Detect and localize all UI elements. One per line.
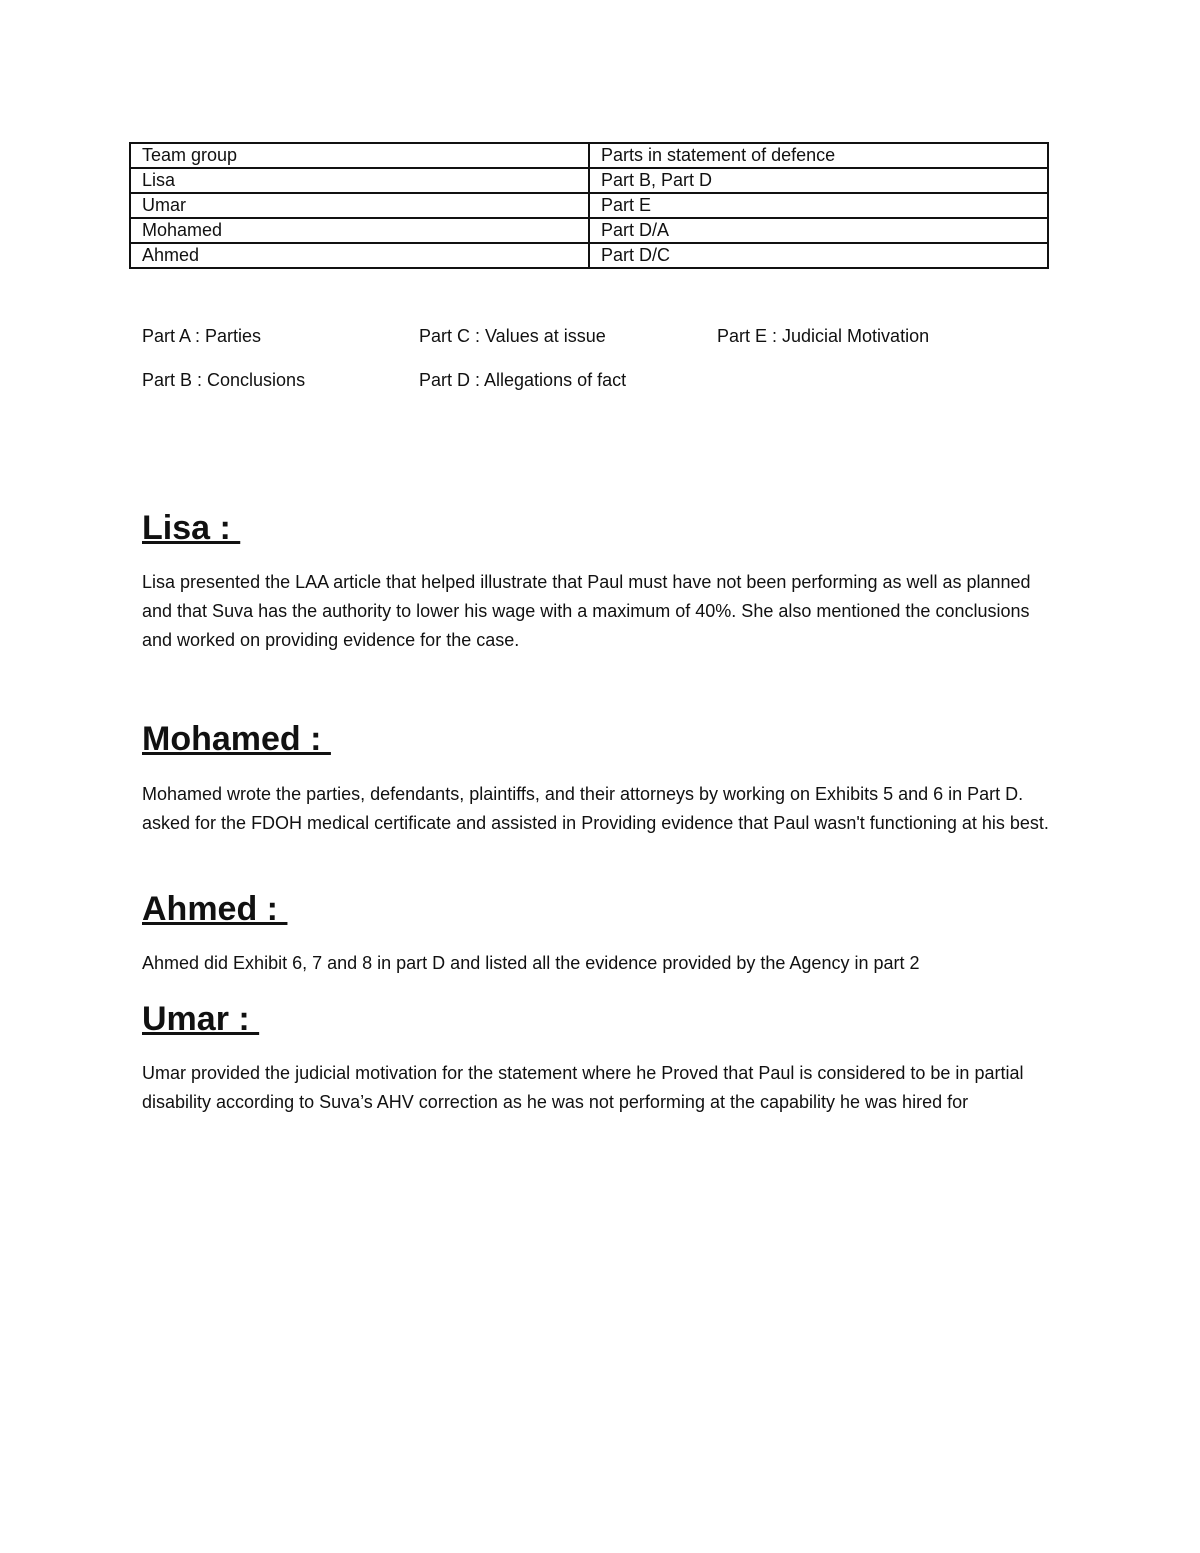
section-lisa [142, 508, 1057, 655]
table-header-cell: Parts in statement of defence [589, 143, 1048, 168]
section-umar [142, 999, 1057, 1117]
table-row [130, 168, 1048, 193]
legend-part-c: Part C : Values at issue [419, 326, 606, 346]
table-row [130, 218, 1048, 243]
legend-part-d: Part D : Allegations of fact [419, 370, 627, 390]
table-header-row [130, 143, 1048, 168]
section-mohamed [142, 719, 1057, 838]
section-body: Ahmed did Exhibit 6, 7 and 8 in part D and listed all the evidence provided by the Agency in part 2 [142, 953, 920, 973]
table-row [130, 243, 1048, 268]
table-header-cell: Team group [130, 143, 589, 168]
table-cell-parts: Part B, Part D [589, 168, 1048, 193]
section-body: Umar provided the judicial motivation for the statement where he Proved that Paul is considered to be in partial disability according to Suva’s AHV correction as he was not performing at the capability he was hired for [142, 1063, 1024, 1112]
parts-legend [142, 326, 1042, 414]
table-cell-parts: Part E [589, 193, 1048, 218]
table-row [130, 193, 1048, 218]
table-cell-parts: Part D/C [589, 243, 1048, 268]
section-heading: Ahmed : [142, 890, 288, 928]
legend-part-b: Part B : Conclusions [142, 370, 306, 390]
team-assignment-table [129, 142, 1049, 269]
section-body: Lisa presented the LAA article that helped illustrate that Paul must have not been performing as well as planned and that Suva has the authority to lower his wage with a maximum of 40%. She also mentioned the conclusions and worked on providing evidence for the case. [142, 572, 1031, 650]
legend-part-a: Part A : Parties [142, 326, 262, 346]
section-heading: Umar : [142, 1000, 260, 1038]
section-body: Mohamed wrote the parties, defendants, plaintiffs, and their attorneys by working on Exhibits 5 and 6 in Part D. asked for the FDOH medical certificate and assisted in Providing evidence that Paul wasn't functioning at his best. [142, 784, 1049, 833]
legend-part-e: Part E : Judicial Motivation [717, 326, 930, 346]
table-cell-member: Umar [130, 193, 589, 218]
table-cell-parts: Part D/A [589, 218, 1048, 243]
legend-row [142, 326, 1042, 370]
table-cell-member: Ahmed [130, 243, 589, 268]
legend-row [142, 370, 1042, 414]
section-heading: Mohamed : [142, 720, 331, 758]
section-ahmed [142, 889, 1057, 978]
section-heading: Lisa : [142, 509, 241, 547]
table-cell-member: Mohamed [130, 218, 589, 243]
table-cell-member: Lisa [130, 168, 589, 193]
